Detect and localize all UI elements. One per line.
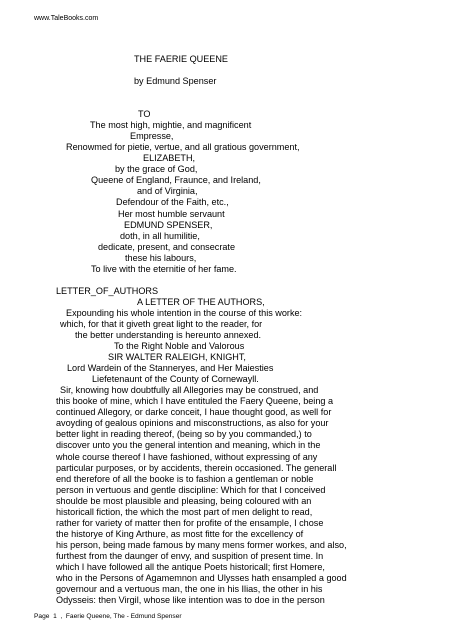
dedication-line: and of Virginia, bbox=[137, 186, 198, 197]
letter-line: Lord Wardein of the Stanneryes, and Her Maiesties bbox=[67, 363, 274, 374]
letter-paragraph-line: his person, being made famous by many mens former workes, and also, bbox=[56, 539, 347, 550]
letter-paragraph-line: governour and a vertuous man, the one in his Ilias, the other in his bbox=[56, 584, 323, 595]
letter-paragraph-line: discover unto you the general intention and meaning, which in the bbox=[56, 440, 321, 451]
letter-paragraph-line: Odysseis: then Virgil, whose like intention was to doe in the person bbox=[56, 595, 325, 606]
letter-paragraph-line: the historye of King Arthure, as most fitte for the excellency of bbox=[56, 528, 304, 539]
author-line: by Edmund Spenser bbox=[134, 76, 217, 87]
letter-heading: A LETTER OF THE AUTHORS, bbox=[137, 296, 265, 307]
letter-line: SIR WALTER RALEIGH, KNIGHT, bbox=[108, 352, 246, 363]
letter-paragraph-line: particular purposes, or by accidents, therein occasioned. The generall bbox=[56, 462, 337, 473]
dedication-line: Queene of England, Fraunce, and Ireland, bbox=[91, 175, 261, 186]
letter-paragraph-line: this booke of mine, which I have entituled the Faery Queene, being a bbox=[56, 396, 334, 407]
book-title: THE FAERIE QUEENE bbox=[134, 54, 228, 64]
letter-line: which, for that it giveth great light to the reader, for bbox=[60, 318, 263, 329]
dedication-line: ELIZABETH, bbox=[143, 153, 196, 164]
site-header: www.TaleBooks.com bbox=[34, 15, 99, 22]
letter-paragraph-line: who in the Persons of Agamemnon and Ulysses hath ensampled a good bbox=[56, 573, 347, 584]
letter-paragraph-line: whole course thereof I have fashioned, without expressing of any bbox=[56, 451, 318, 462]
dedication-line: Renowmed for pietie, vertue, and all gratious government, bbox=[66, 142, 300, 153]
page-footer: Page 1 , Faerie Queene, The - Edmund Spenser bbox=[34, 613, 182, 620]
dedication-line: by the grace of God, bbox=[115, 164, 198, 175]
dedication-line: To live with the eternitie of her fame. bbox=[91, 263, 237, 274]
letter-paragraph-line: Sir, knowing how doubtfully all Allegories may be construed, and bbox=[60, 385, 319, 396]
dedication-line: Defendour of the Faith, etc., bbox=[116, 197, 229, 208]
dedication-line: EDMUND SPENSER, bbox=[124, 219, 213, 230]
dedication-line: dedicate, present, and consecrate bbox=[98, 241, 236, 252]
letter-paragraph-line: better light in reading thereof, (being so by you commanded,) to bbox=[56, 429, 312, 440]
letter-paragraph-line: furthest from the daunger of envy, and suspition of present time. In bbox=[56, 550, 324, 561]
document-body bbox=[56, 54, 436, 606]
dedication-line: Empresse, bbox=[130, 131, 174, 142]
letter-paragraph-line: historicall fiction, the which the most part of men delight to read, bbox=[56, 506, 313, 517]
letter-paragraph-line: continued Allegory, or darke conceit, I haue thought good, as well for bbox=[56, 407, 332, 418]
letter-line: Expounding his whole intention in the course of this worke: bbox=[66, 307, 303, 318]
dedication-line: The most high, mightie, and magnificent bbox=[90, 120, 252, 131]
letter-line: the better understanding is hereunto annexed. bbox=[75, 329, 262, 340]
letter-line: Liefetenaunt of the County of Cornewayll. bbox=[92, 374, 259, 385]
letter-paragraph-line: shoulde be most plausible and pleasing, being coloured with an bbox=[56, 495, 312, 506]
letter-paragraph-line: rather for variety of matter then for profite of the ensample, I chose bbox=[56, 517, 324, 528]
section-label: LETTER_OF_AUTHORS bbox=[56, 285, 159, 296]
letter-paragraph-line: which I have followed all the antique Poets historicall; first Homere, bbox=[56, 561, 325, 572]
dedication-line: TO bbox=[138, 109, 151, 120]
letter-paragraph-line: avoyding of gealous opinions and misconstructions, as also for your bbox=[56, 418, 329, 429]
dedication-line: Her most humble servaunt bbox=[118, 208, 225, 219]
letter-line: To the Right Noble and Valorous bbox=[114, 341, 245, 352]
dedication-line: these his labours, bbox=[125, 252, 197, 263]
letter-paragraph-line: end therefore of all the booke is to fashion a gentleman or noble bbox=[56, 473, 314, 484]
dedication-line: doth, in all humilitie, bbox=[120, 230, 200, 241]
letter-paragraph-line: person in vertuous and gentle discipline: Which for that I conceived bbox=[56, 484, 326, 495]
